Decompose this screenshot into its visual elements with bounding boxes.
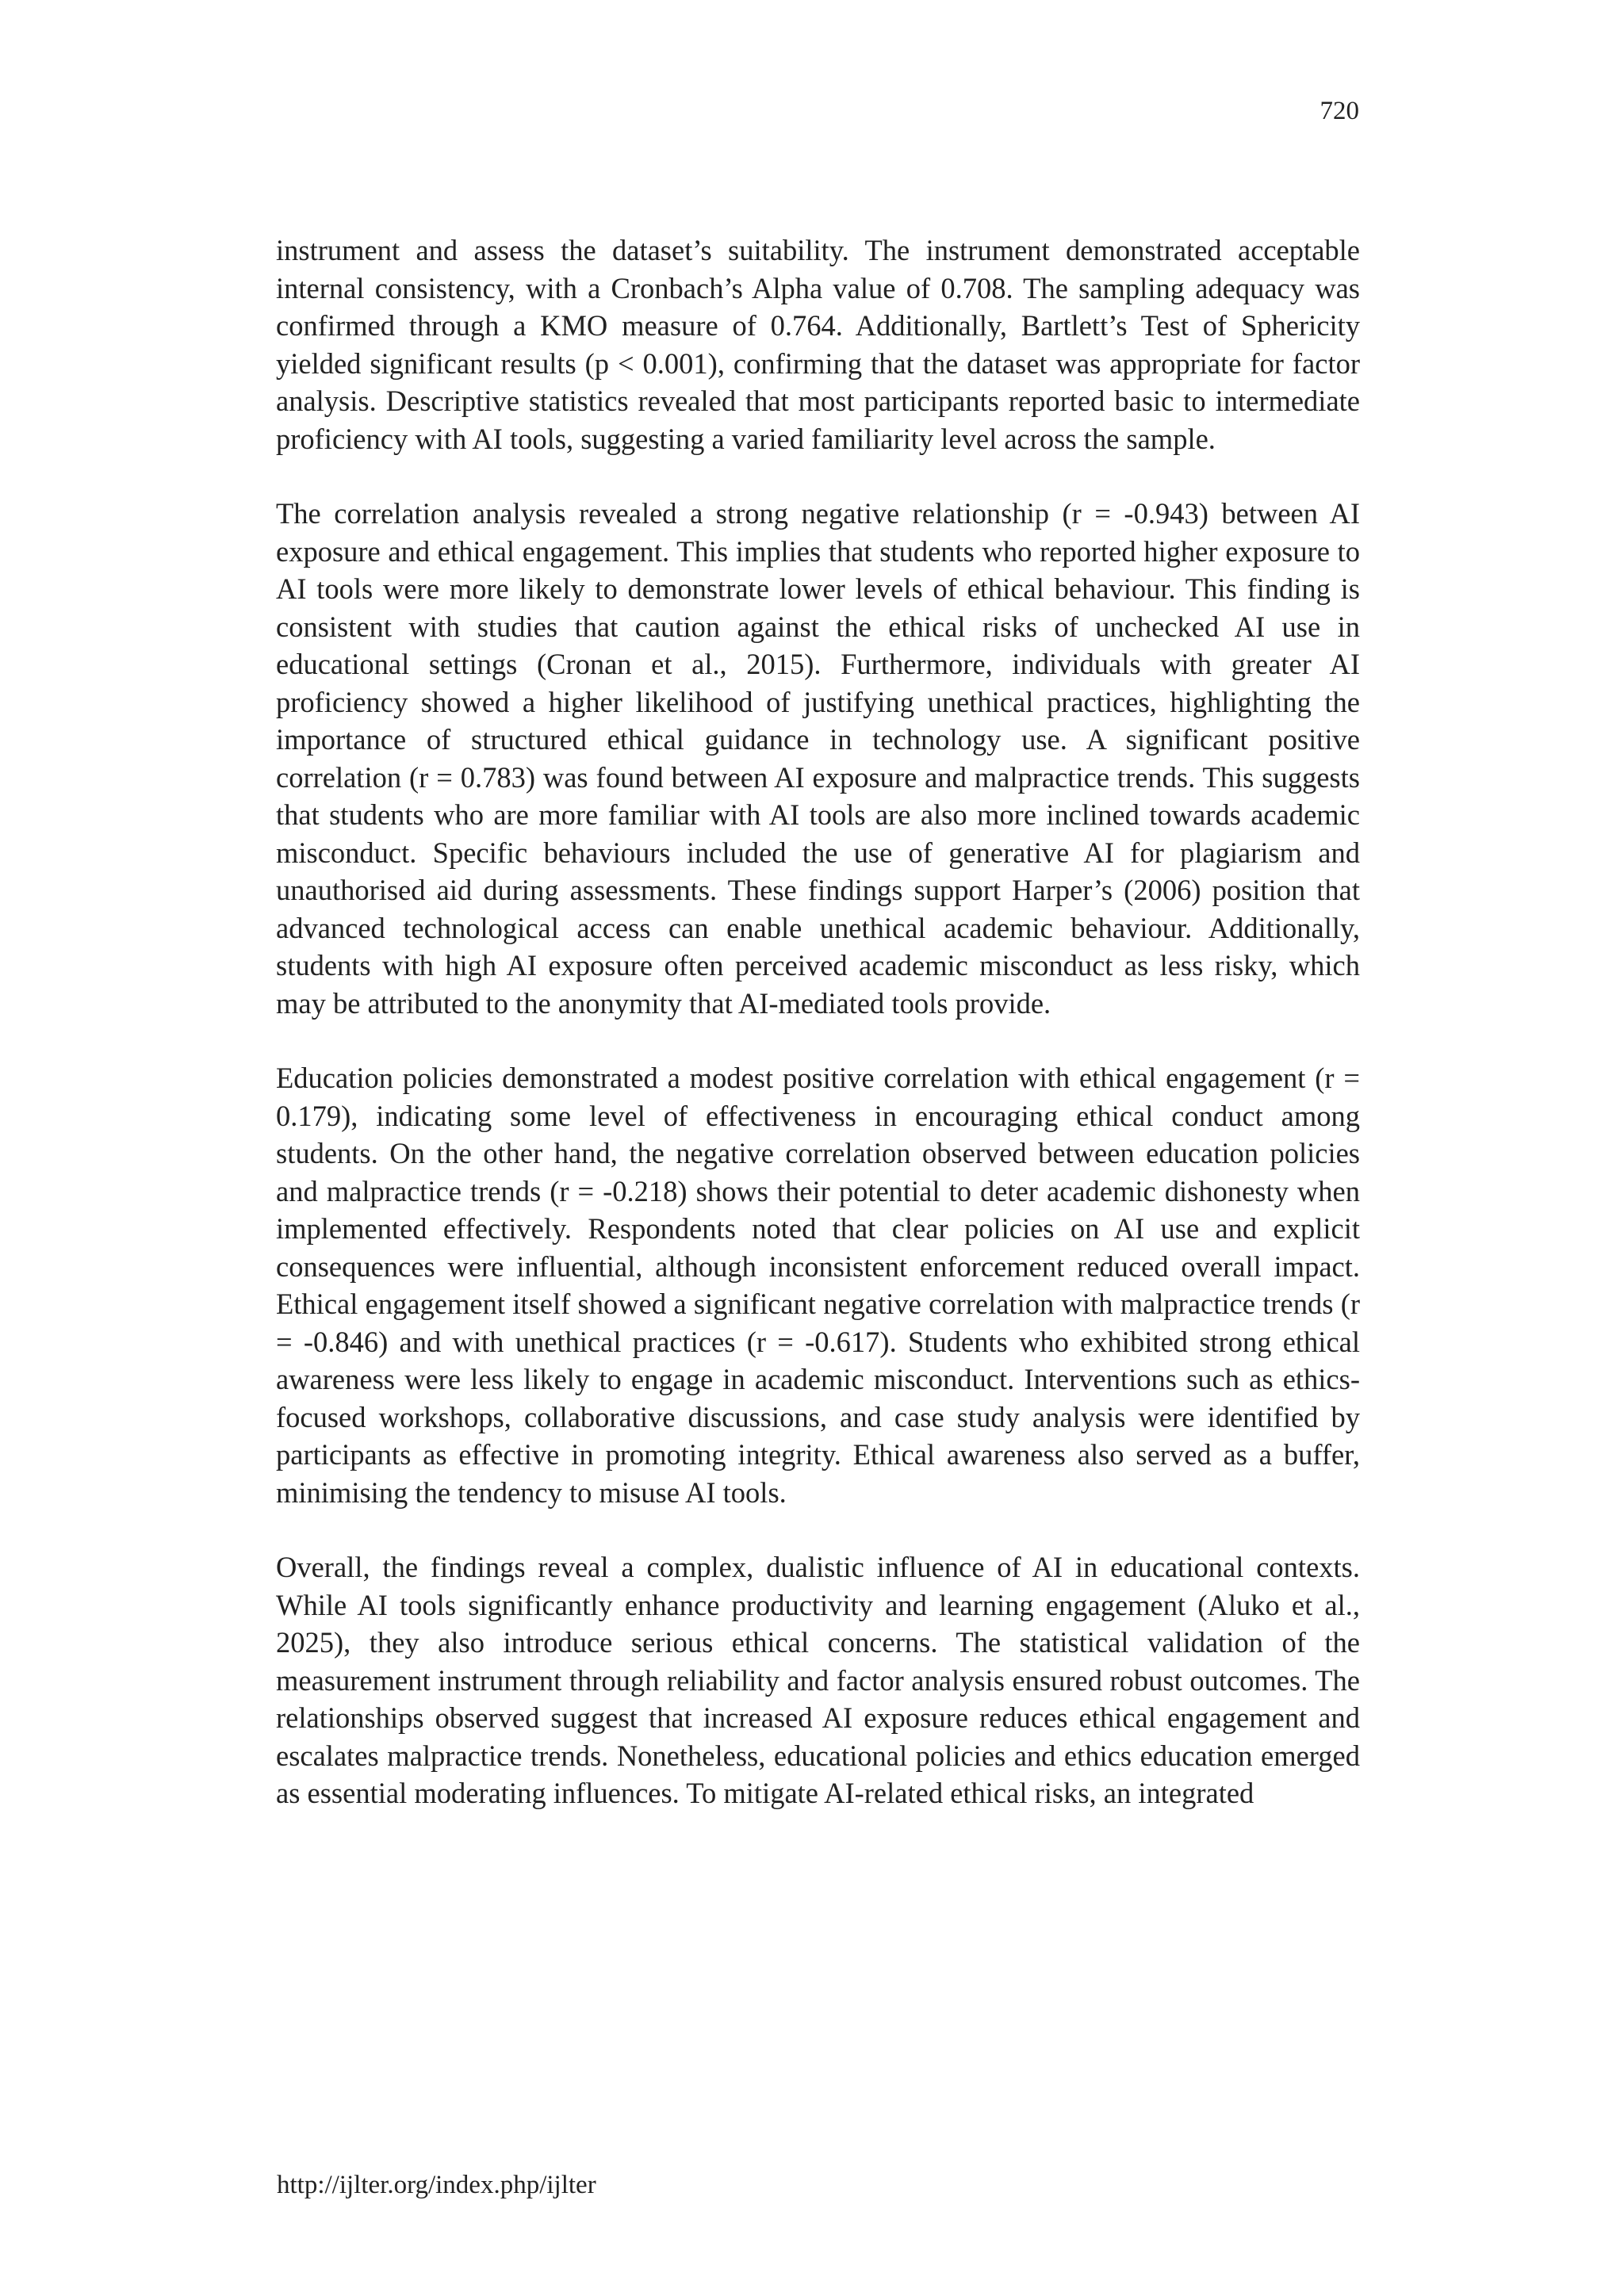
- page-number: 720: [1320, 97, 1359, 125]
- paragraph: instrument and assess the dataset’s suitability. The instrument demonstrated acceptable internal consistency, with a Cronbach’s Alpha value of 0.708. The sampling adequacy was confirmed through a KMO measure of 0.764. Additionally, Bartlett’s Test of Sphericity yielded significant results (p < 0.001), confirming that the dataset was appropriate for factor analysis. Descriptive statistics revealed that most participants reported basic to intermediate proficiency with AI tools, suggesting a varied familiarity level across the sample.: [276, 234, 1360, 455]
- paragraph: The correlation analysis revealed a strong negative relationship (r = -0.943) between AI exposure and ethical engagement. This implies that students who reported higher exposure to AI tools were more likely to demonstrate lower levels of ethical behaviour. This finding is consistent with studies that caution against the ethical risks of unchecked AI use in educational settings (Cronan et al., 2015). Furthermore, individuals with greater AI proficiency showed a higher likelihood of justifying unethical practices, highlighting the importance of structured ethical guidance in technology use. A significant positive correlation (r = 0.783) was found between AI exposure and malpractice trends. This suggests that students who are more familiar with AI tools are also more inclined towards academic misconduct. Specific behaviours included the use of generative AI for plagiarism and unauthorised aid during assessments. These findings support Harper’s (2006) position that advanced technological access can enable unethical academic behaviour. Additionally, students with high AI exposure often perceived academic misconduct as less risky, which may be attributed to the anonymity that AI-mediated tools provide.: [276, 497, 1360, 1020]
- body-text: [276, 232, 1360, 1850]
- footer-url[interactable]: http://ijlter.org/index.php/ijlter: [277, 2171, 596, 2199]
- paragraph: Education policies demonstrated a modest positive correlation with ethical engagement (r = 0.179), indicating some level of effectiveness in encouraging ethical conduct among students. On the other hand, the negative correlation observed between education policies and malpractice trends (r = -0.218) shows their potential to deter academic dishonesty when implemented effectively. Respondents noted that clear policies on AI use and explicit consequences were influential, although inconsistent enforcement reduced overall impact. Ethical engagement itself showed a significant negative correlation with malpractice trends (r = -0.846) and with unethical practices (r = -0.617). Students who exhibited strong ethical awareness were less likely to engage in academic misconduct. Interventions such as ethics-focused workshops, collaborative discussions, and case study analysis were identified by participants as effective in promoting integrity. Ethical awareness also served as a buffer, minimising the tendency to misuse AI tools.: [276, 1062, 1360, 1509]
- paragraph: Overall, the findings reveal a complex, dualistic influence of AI in educational contexts. While AI tools significantly enhance productivity and learning engagement (Aluko et al., 2025), they also introduce serious ethical concerns. The statistical validation of the measurement instrument through reliability and factor analysis ensured robust outcomes. The relationships observed suggest that increased AI exposure reduces ethical engagement and escalates malpractice trends. Nonetheless, educational policies and ethics education emerged as essential moderating influences. To mitigate AI-related ethical risks, an integrated: [276, 1551, 1360, 1809]
